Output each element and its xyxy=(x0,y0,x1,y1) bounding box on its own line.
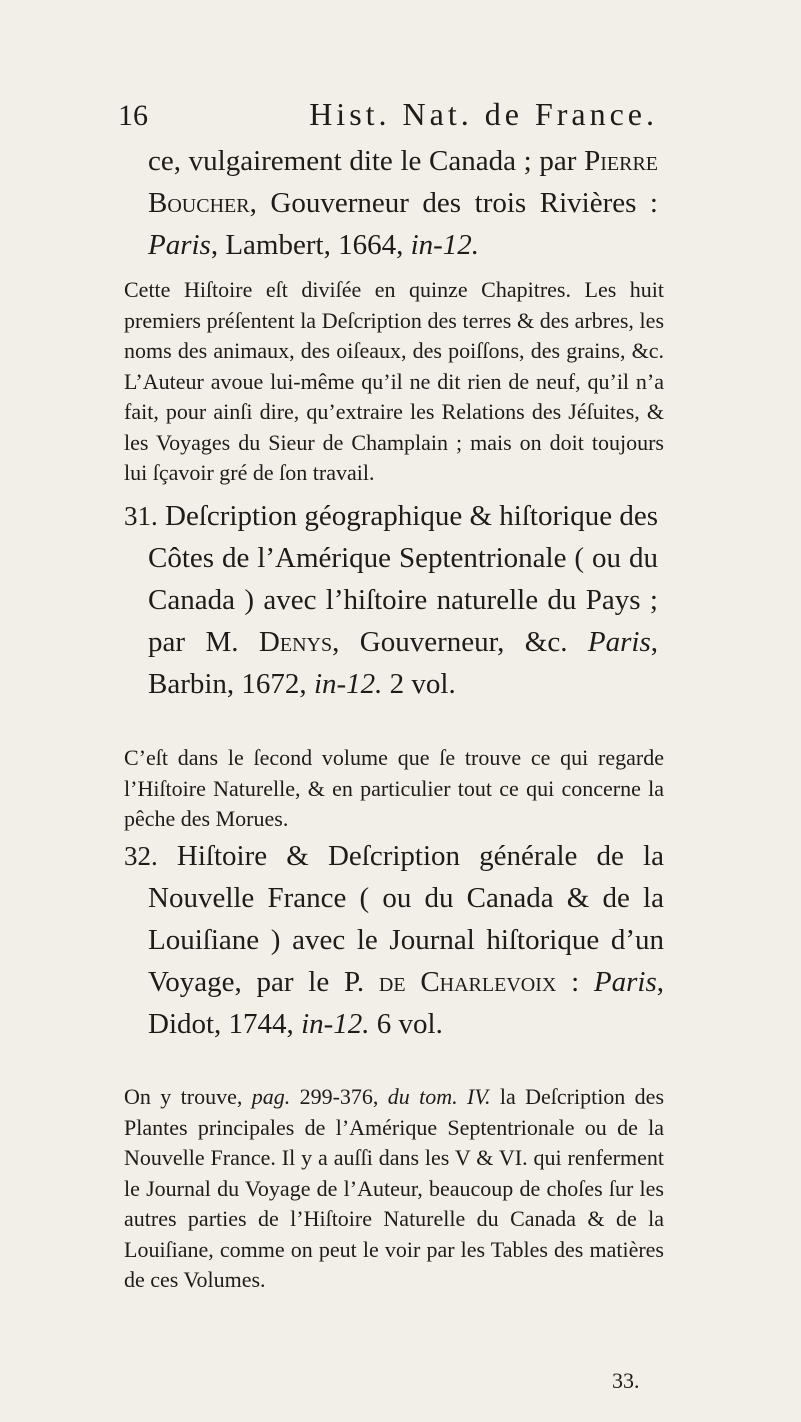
continuation-text-2: , Gouverneur des trois Rivières : xyxy=(249,187,658,219)
entry-number: 32. xyxy=(124,841,158,871)
author-name: Denys xyxy=(258,626,333,658)
page-header xyxy=(118,96,658,133)
entry-text-2: , Gouverneur, &c. xyxy=(332,626,588,658)
imprint: , Barbin, 1672, xyxy=(148,626,658,700)
place-of-publication: Paris xyxy=(587,626,651,658)
entry-32 xyxy=(124,835,664,1045)
continuation-entry xyxy=(148,140,658,266)
imprint: , Didot, 1744, xyxy=(148,966,664,1040)
catchword: 33. xyxy=(612,1368,640,1393)
entry-31 xyxy=(124,495,658,705)
tome-reference: du tom. IV. xyxy=(387,1084,491,1109)
imprint: , Lambert, 1664, xyxy=(210,229,411,261)
book-format: in-12. xyxy=(301,1008,370,1040)
volume-count: 6 vol. xyxy=(369,1008,443,1040)
annotation-2: C’eſt dans le ſecond volume que ſe trouve ce qui regarde l’Hiſtoire Naturelle, & en particulier tout ce qui concerne la pêche des Morues. xyxy=(124,745,664,831)
author-name: de Charlevoix xyxy=(378,966,557,998)
entry-title: Deſcription géographique & hiſtorique des Côtes de l’Amérique Septentrionale ( ou du Canada ) avec l’hiſtoire naturelle du Pays ; par M. xyxy=(148,500,658,658)
place-of-publication: Paris xyxy=(593,966,657,998)
continuation-text: ce, vulgairement dite le Canada ; par xyxy=(148,145,585,177)
page-reference: pag. xyxy=(251,1084,291,1109)
annotation-3 xyxy=(124,1082,664,1296)
running-title: Hist. Nat. de France. xyxy=(309,96,658,132)
book-format: in-12. xyxy=(313,668,383,700)
volume-count: 2 vol. xyxy=(382,668,456,700)
author-name: Pierre Boucher xyxy=(148,145,658,219)
annotation-text-c: la Deſcription des Plantes principales de l’Amérique Septentrionale ou de la Nouvelle France. Il y a auſſi dans les V & VI. qui renferment le Journal du Voyage de l’Auteur, beaucoup de choſes ſur les autres parties de l’Hiſtoire Naturelle du Canada & de la Louiſiane, comme on peut le voir par les Tables des matières de ces Volumes. xyxy=(124,1084,665,1292)
entry-title: Hiſtoire & Deſcription générale de la Nouvelle France ( ou du Canada & de la Louiſiane ) avec le Journal hiſtorique d’un Voyage, par le P. xyxy=(148,840,664,998)
place-of-publication: Paris xyxy=(148,229,211,261)
annotation-text-a: On y trouve, xyxy=(124,1084,252,1109)
annotation-1: Cette Hiſtoire eſt diviſée en quinze Chapitres. Les huit premiers préſentent la Deſcription des terres & des arbres, les noms des animaux, des oiſeaux, des poiſſons, des grains, &c. L’Auteur avoue lui-même qu’il ne dit rien de neuf, qu’il n’a fait, pour ainſi dire, qu’extraire les Relations des Jéſuites, & les Voyages du Sieur de Champlain ; mais on doit toujours lui ſçavoir gré de ſon travail. xyxy=(124,277,664,485)
entry-text-2: : xyxy=(556,966,594,998)
annotation-text-b: 299-376, xyxy=(290,1084,388,1109)
page-number: 16 xyxy=(118,99,148,132)
entry-number: 31. xyxy=(124,501,158,531)
book-format: in-12. xyxy=(410,229,480,261)
